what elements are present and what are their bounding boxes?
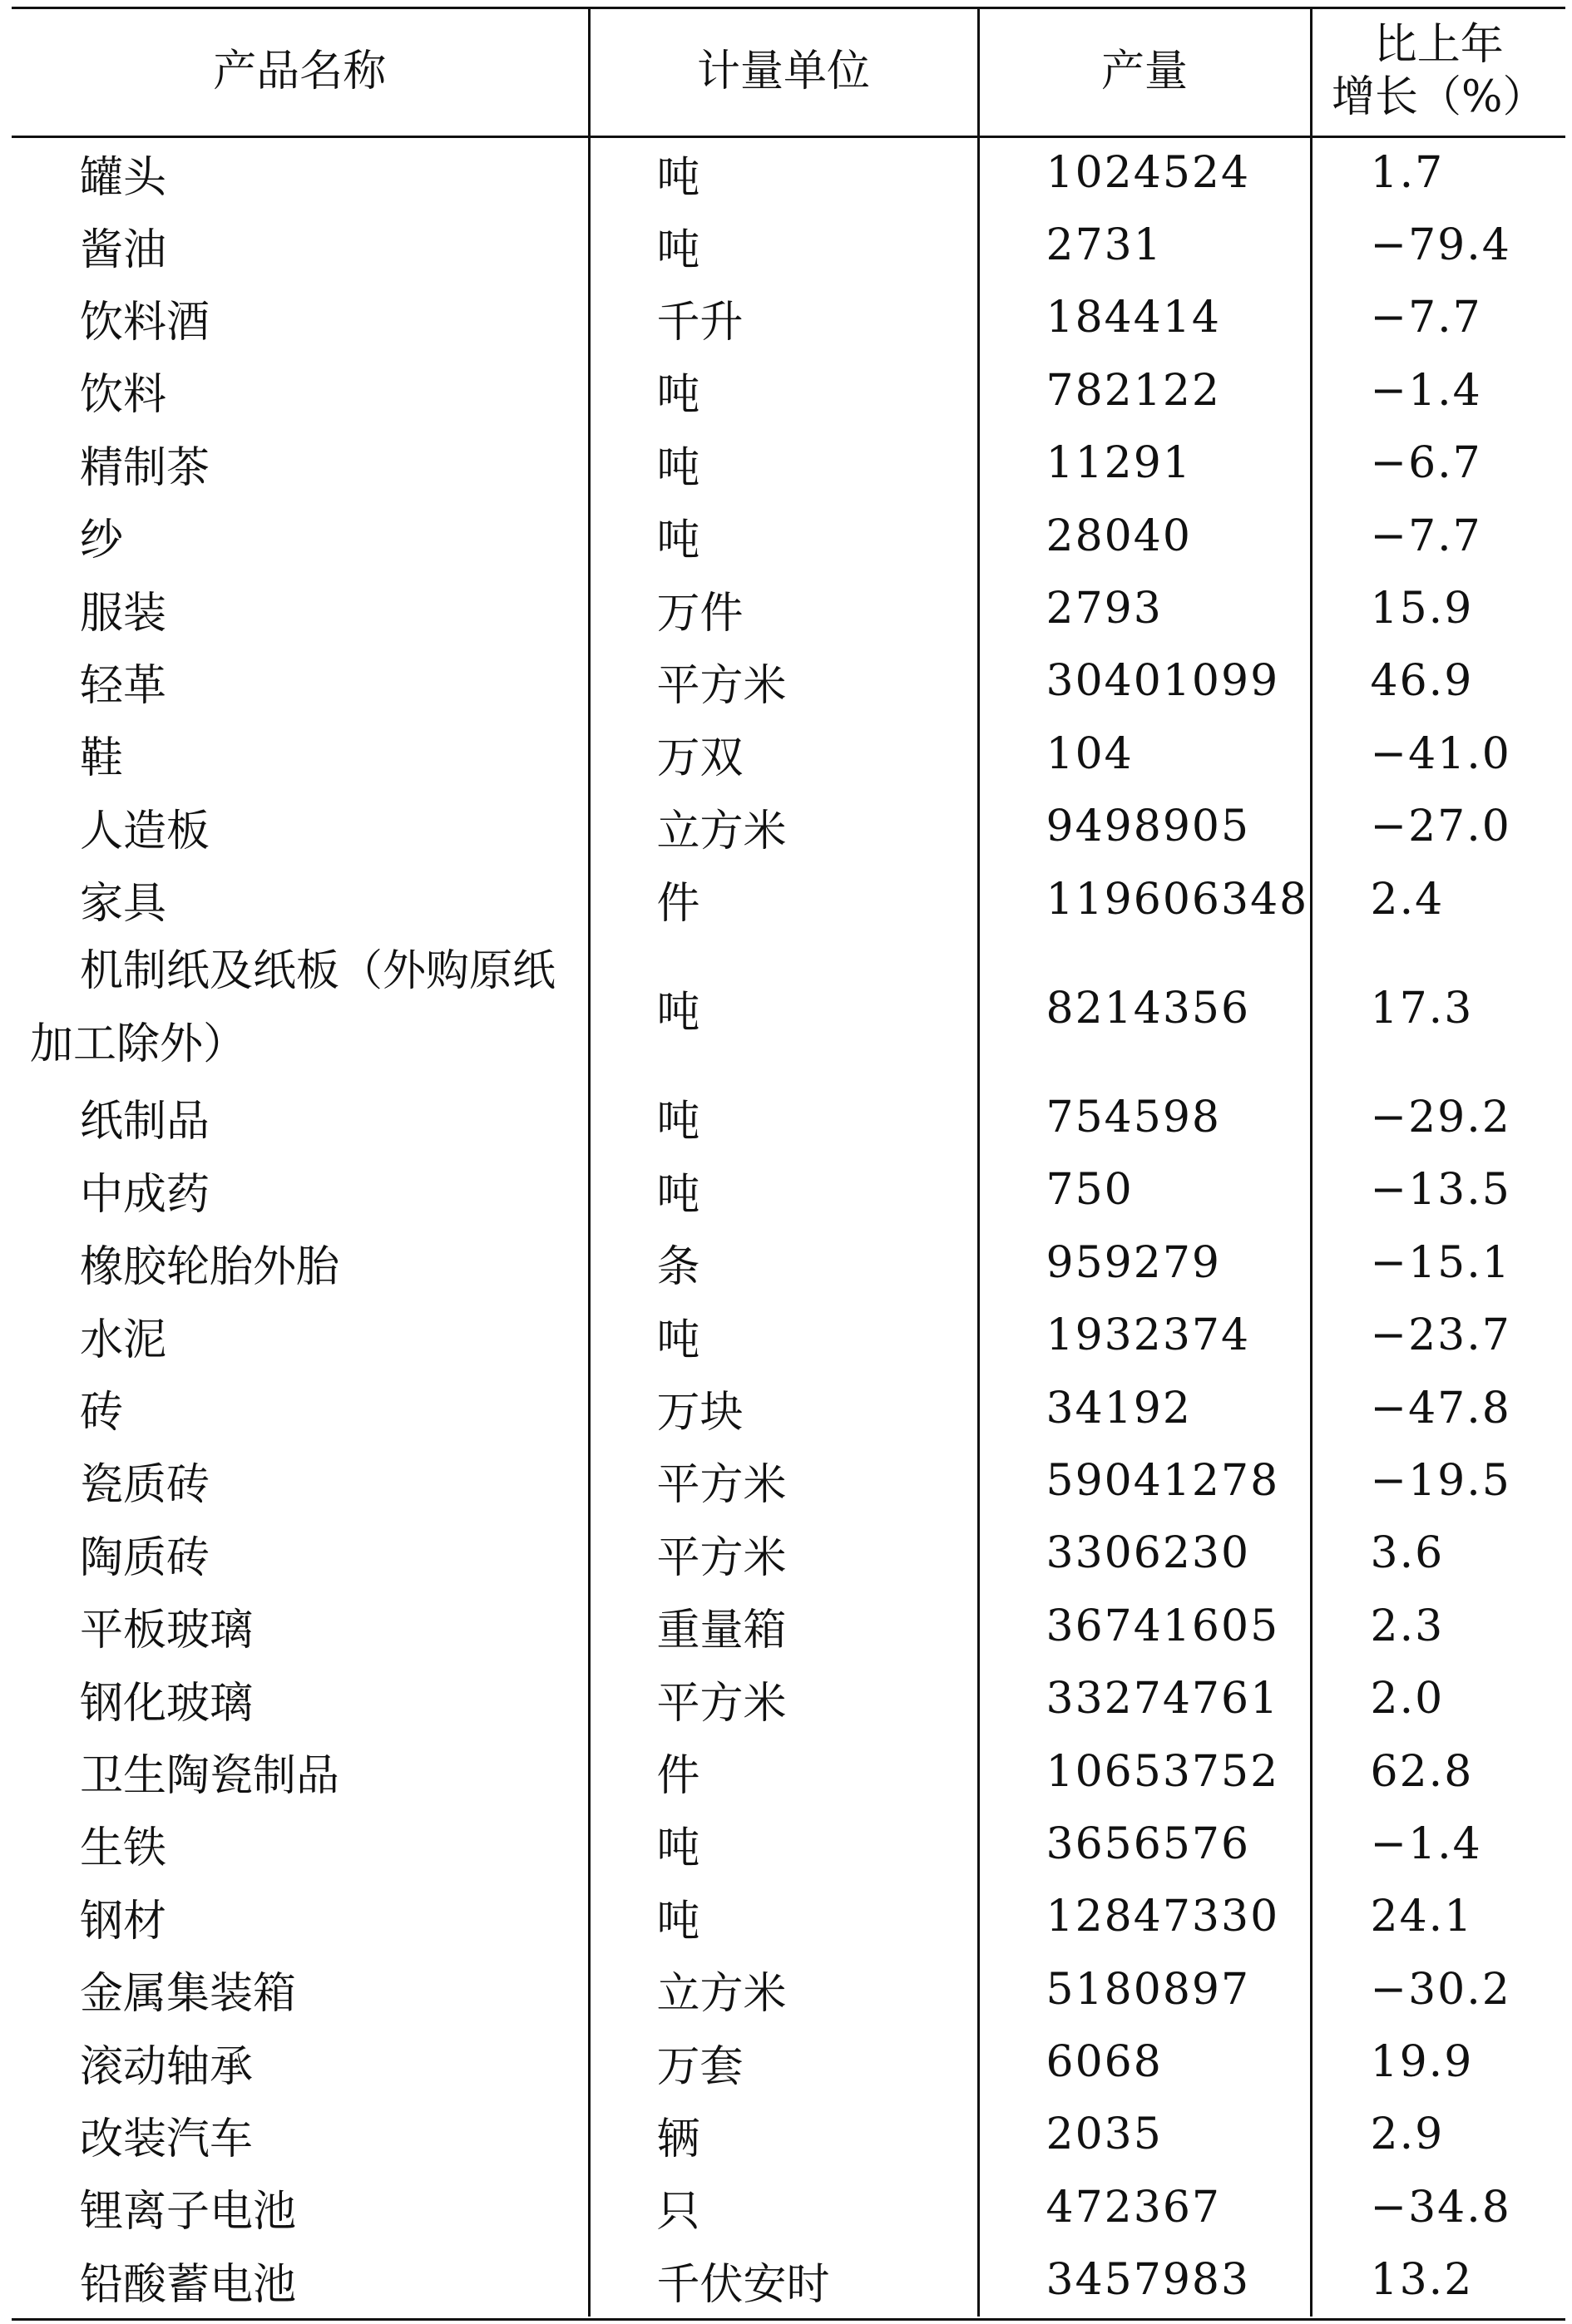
unit-cell: 件 [589,1735,978,1808]
unit-cell: 吨 [589,1808,978,1880]
unit-cell: 只 [589,2171,978,2243]
unit-cell: 万双 [589,718,978,790]
table-row [12,1808,1565,1880]
product-name-cell: 饮料酒 [80,297,210,348]
quantity-cell: 754598 [978,1081,1311,1153]
unit-cell: 平方米 [589,1444,978,1517]
quantity-cell: 36741605 [978,1590,1311,1662]
growth-cell: 2.9 [1311,2099,1565,2171]
header-quantity: 产量 [978,7,1311,136]
table-row [12,2025,1565,2098]
table-row [12,2244,1565,2317]
quantity-cell: 28040 [978,500,1311,572]
growth-cell: −1.4 [1311,1808,1565,1880]
unit-cell: 吨 [589,427,978,500]
product-name-cell: 轻革 [80,660,167,711]
unit-cell: 件 [589,863,978,935]
product-name-cell: 钢材 [80,1896,167,1947]
table-bottom-rule [12,2318,1565,2321]
table-row [12,2171,1565,2243]
unit-cell: 吨 [589,935,978,1081]
unit-cell: 万块 [589,1372,978,1444]
quantity-cell: 2793 [978,572,1311,644]
table-body [12,136,1565,2317]
quantity-cell: 782122 [978,354,1311,427]
quantity-cell: 472367 [978,2171,1311,2243]
quantity-cell: 750 [978,1154,1311,1226]
quantity-cell: 959279 [978,1226,1311,1299]
table-row [12,427,1565,500]
product-name-cell: 钢化玻璃 [80,1678,254,1729]
table-row [12,282,1565,354]
growth-cell: −6.7 [1311,427,1565,500]
unit-cell: 重量箱 [589,1590,978,1662]
table-row [12,718,1565,790]
industrial-products-table [12,7,1565,2317]
table-row [12,1517,1565,1590]
table-row [12,1154,1565,1226]
product-name-cell: 家具 [80,879,167,930]
growth-cell: 19.9 [1311,2025,1565,2098]
unit-cell: 辆 [589,2099,978,2171]
table-row [12,1372,1565,1444]
unit-cell: 立方米 [589,1953,978,2025]
unit-cell: 平方米 [589,1662,978,1734]
growth-cell: 15.9 [1311,572,1565,644]
growth-cell: 1.7 [1311,136,1565,209]
quantity-cell: 2035 [978,2099,1311,2171]
table-row [12,500,1565,572]
growth-cell: −27.0 [1311,791,1565,863]
product-name-cell: 酱油 [80,225,167,275]
growth-cell: 13.2 [1311,2244,1565,2317]
product-name-cell: 铅酸蓄电池 [80,2259,297,2310]
growth-cell: −13.5 [1311,1154,1565,1226]
unit-cell: 吨 [589,1081,978,1153]
growth-cell: −34.8 [1311,2171,1565,2243]
header-unit: 计量单位 [589,7,978,136]
growth-cell: 2.3 [1311,1590,1565,1662]
quantity-cell: 33274761 [978,1662,1311,1734]
quantity-cell: 5180897 [978,1953,1311,2025]
table-row [12,645,1565,718]
growth-cell: 2.0 [1311,1662,1565,1734]
unit-cell: 万套 [589,2025,978,2098]
unit-cell: 条 [589,1226,978,1299]
product-name-cell: 瓷质砖 [80,1460,210,1511]
growth-cell: −79.4 [1311,209,1565,281]
table-row [12,1662,1565,1734]
product-name-cell: 饮料 [80,370,167,421]
header-product-name: 产品名称 [12,7,589,136]
product-name-cell: 金属集装箱 [80,1969,297,2020]
product-name-cell: 卫生陶瓷制品 [80,1751,340,1801]
growth-cell: −1.4 [1311,354,1565,427]
product-name-cell: 机制纸及纸板（外购原纸加工除外） [30,946,556,1069]
quantity-cell: 104 [978,718,1311,790]
quantity-cell: 1932374 [978,1299,1311,1371]
product-name-cell: 纸制品 [80,1097,210,1147]
unit-cell: 吨 [589,1881,978,1953]
product-name-cell: 改装汽车 [80,2114,254,2164]
table-row [12,791,1565,863]
quantity-cell: 3306230 [978,1517,1311,1590]
table-row [12,1590,1565,1662]
growth-cell: −29.2 [1311,1081,1565,1153]
quantity-cell: 119606348 [978,863,1311,935]
product-name-cell: 水泥 [80,1315,167,1365]
table-row [12,354,1565,427]
product-name-cell: 中成药 [80,1169,210,1220]
product-name-cell: 陶质砖 [80,1532,210,1583]
growth-cell: 46.9 [1311,645,1565,718]
product-name-cell: 生铁 [80,1823,167,1874]
unit-cell: 万件 [589,572,978,644]
quantity-cell: 11291 [978,427,1311,500]
header-growth-line2: 增长（%） [1332,72,1546,122]
table-row [12,1953,1565,2025]
table-row [12,209,1565,281]
quantity-cell: 3656576 [978,1808,1311,1880]
table-row [12,1081,1565,1153]
quantity-cell: 8214356 [978,935,1311,1081]
unit-cell: 千伏安时 [589,2244,978,2317]
growth-cell: −47.8 [1311,1372,1565,1444]
quantity-cell: 1024524 [978,136,1311,209]
growth-cell: 24.1 [1311,1881,1565,1953]
unit-cell: 吨 [589,1154,978,1226]
table-row [12,1444,1565,1517]
unit-cell: 平方米 [589,1517,978,1590]
unit-cell: 吨 [589,209,978,281]
product-name-cell: 人造板 [80,806,210,856]
product-name-cell: 鞋 [80,733,124,784]
unit-cell: 平方米 [589,645,978,718]
table-row [12,136,1565,209]
table-row [12,863,1565,935]
product-name-cell: 橡胶轮胎外胎 [80,1242,340,1293]
quantity-cell: 34192 [978,1372,1311,1444]
product-name-cell: 纱 [80,516,124,566]
growth-cell: −41.0 [1311,718,1565,790]
product-name-cell: 平板玻璃 [80,1606,254,1656]
product-name-cell: 砖 [80,1388,124,1438]
unit-cell: 吨 [589,1299,978,1371]
product-name-cell: 锂离子电池 [80,2187,297,2238]
header-growth-line1: 比上年 [1373,20,1504,71]
header-row [12,7,1565,136]
table-row [12,1881,1565,1953]
growth-cell: 3.6 [1311,1517,1565,1590]
product-name-cell: 滚动轴承 [80,2041,254,2092]
growth-cell: 17.3 [1311,935,1565,1081]
quantity-cell: 10653752 [978,1735,1311,1808]
growth-cell: −7.7 [1311,500,1565,572]
growth-cell: −7.7 [1311,282,1565,354]
quantity-cell: 9498905 [978,791,1311,863]
quantity-cell: 184414 [978,282,1311,354]
quantity-cell: 12847330 [978,1881,1311,1953]
table-header [12,7,1565,136]
unit-cell: 吨 [589,354,978,427]
table-row [12,1299,1565,1371]
unit-cell: 吨 [589,500,978,572]
table-row [12,1735,1565,1808]
growth-cell: −15.1 [1311,1226,1565,1299]
product-name-cell: 精制茶 [80,442,210,493]
growth-cell: 62.8 [1311,1735,1565,1808]
table-row [12,2099,1565,2171]
header-growth [1311,7,1565,136]
product-name-cell: 服装 [80,588,167,639]
unit-cell: 立方米 [589,791,978,863]
table-row [12,935,1565,1081]
quantity-cell: 6068 [978,2025,1311,2098]
quantity-cell: 30401099 [978,645,1311,718]
quantity-cell: 59041278 [978,1444,1311,1517]
unit-cell: 吨 [589,136,978,209]
growth-cell: −19.5 [1311,1444,1565,1517]
table-row [12,572,1565,644]
growth-cell: −30.2 [1311,1953,1565,2025]
product-name-cell: 罐头 [80,152,167,203]
unit-cell: 千升 [589,282,978,354]
quantity-cell: 2731 [978,209,1311,281]
table-row [12,1226,1565,1299]
growth-cell: 2.4 [1311,863,1565,935]
quantity-cell: 3457983 [978,2244,1311,2317]
growth-cell: −23.7 [1311,1299,1565,1371]
